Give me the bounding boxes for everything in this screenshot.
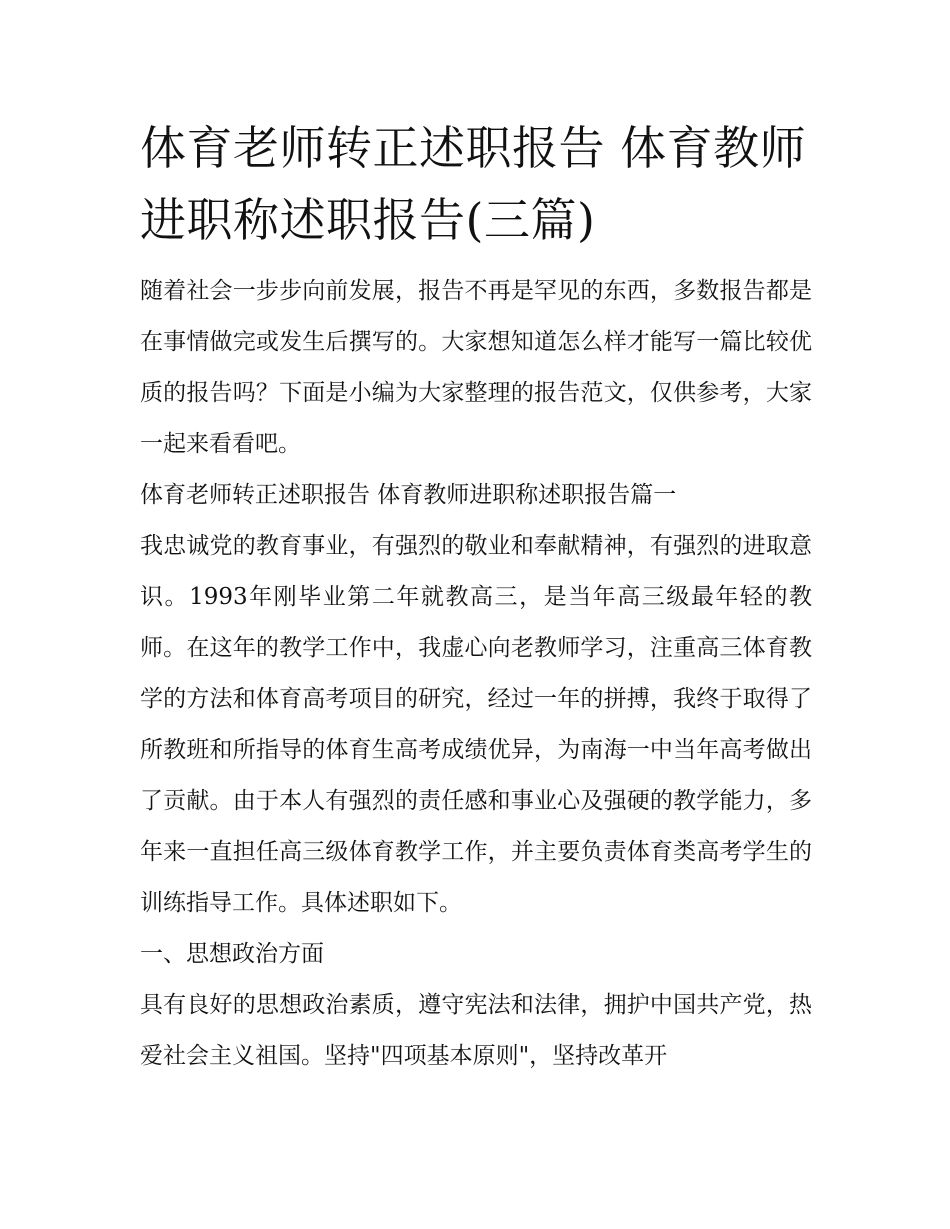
document-title: 体育老师转正述职报告 体育教师进职称述职报告(三篇): [140, 121, 807, 247]
section-heading-part-one: 体育老师转正述职报告 体育教师进职称述职报告篇一: [140, 482, 677, 508]
body-paragraph-ideology: 具有良好的思想政治素质，遵守宪法和法律，拥护中国共产党，热爱社会主义祖国。坚持"四项基本原则"，坚持改革开: [140, 992, 812, 1069]
document-body: [140, 112, 812, 1082]
intro-paragraph: 随着社会一步步向前发展，报告不再是罕见的东西，多数报告都是在事情做完或发生后撰写的。大家想知道怎么样才能写一篇比较优质的报告吗？下面是小编为大家整理的报告范文，仅供参考，大家一起来看看吧。: [140, 278, 812, 457]
body-paragraph: 我忠诚党的教育事业，有强烈的敬业和奉献精神，有强烈的进取意识。1993年刚毕业第二年就教高三，是当年高三级最年轻的教师。在这年的教学工作中，我虚心向老教师学习，注重高三体育教学的方法和体育高考项目的研究，经过一年的拼搏，我终于取得了所教班和所指导的体育生高考成绩优异，为南海一中当年高考做出了贡献。由于本人有强烈的责任感和事业心及强硬的教学能力，多年来一直担任高三级体育教学工作，并主要负责体育类高考学生的训练指导工作。具体述职如下。: [140, 533, 812, 916]
section-heading-ideology: 一、思想政治方面: [140, 941, 324, 967]
